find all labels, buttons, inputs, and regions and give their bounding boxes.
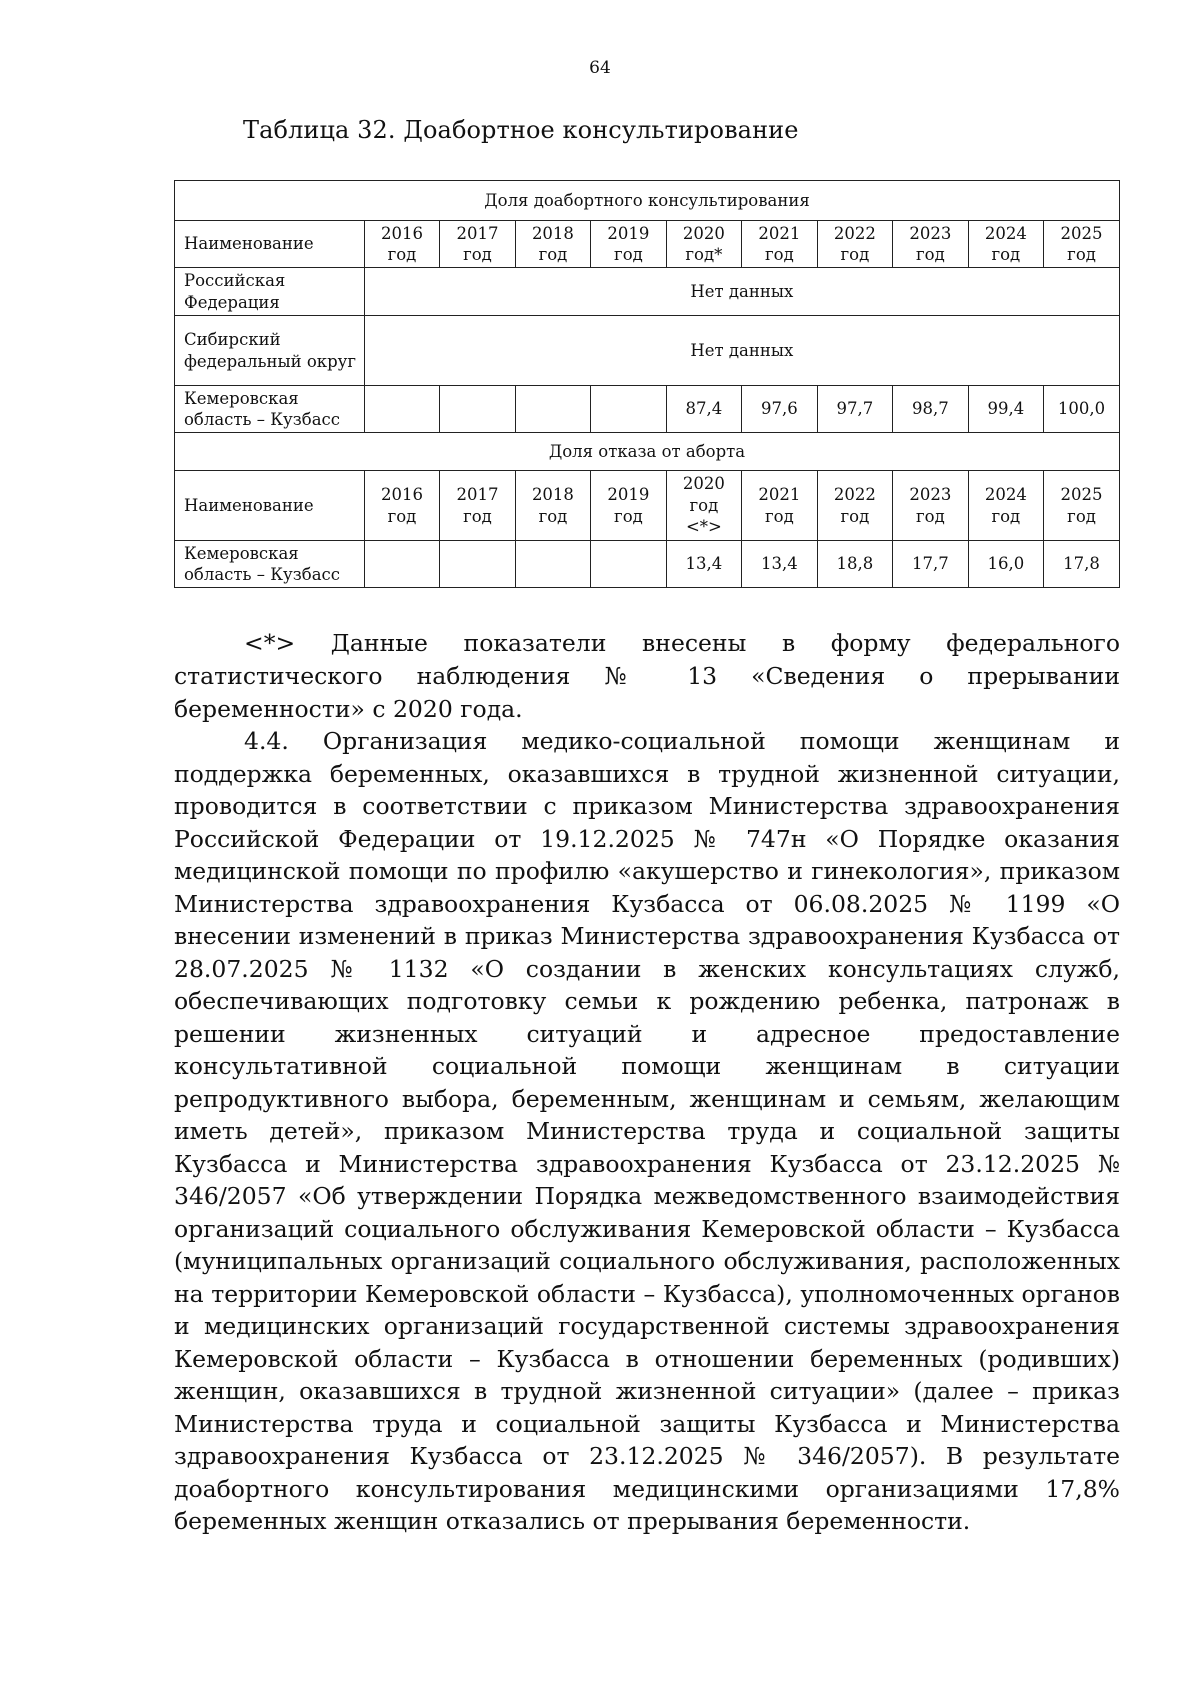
header-year: 2025 год — [1044, 221, 1120, 268]
row-name: Кемеровская область – Кузбасс — [175, 386, 365, 433]
header-year: 2016 год — [364, 221, 439, 268]
header-year: 2018 год — [515, 221, 590, 268]
footnote-text: <*> Данные показатели внесены в форму федерального статистического наблюдения № 13 «Сведения о прерывании беременности» с 2020 года. — [174, 629, 1120, 723]
no-data-cell: Нет данных — [364, 268, 1119, 316]
header-year: 2017 год — [440, 471, 515, 541]
value-cell — [515, 541, 590, 588]
section-title-row — [175, 181, 1120, 221]
page-number: 64 — [589, 58, 611, 78]
row-name: Кемеровская область – Кузбасс — [175, 541, 365, 588]
header-year: 2016 год — [364, 471, 439, 541]
header-row — [175, 471, 1120, 541]
value-cell — [364, 541, 439, 588]
header-year: 2020 год <*> — [666, 471, 741, 541]
header-year: 2023 год — [893, 221, 968, 268]
header-year: 2021 год — [742, 221, 817, 268]
header-year: 2025 год — [1044, 471, 1120, 541]
value-cell: 97,6 — [742, 386, 817, 433]
value-cell: 13,4 — [666, 541, 741, 588]
paragraph-text: 4.4. Организация медико-социальной помощи женщинам и поддержка беременных, оказавшихся в трудной жизненной ситуации, проводится в соответствии с приказом Министерства здравоохранения Российской Федерации от 19.12.2025 № 747н «О Порядке оказания медицинской помощи по профилю «акушерство и гинекология», приказом Министерства здравоохранения Кузбасса от 06.08.2025 № 1199 «О внесении изменений в приказ Министерства здравоохранения Кузбасса от 28.07.2025 № 1132 «О создании в женских консультациях служб, обеспечивающих подготовку семьи к рождению ребенка, патронаж в решении жизненных ситуаций и адресное предоставление консультативной социальной помощи женщинам в ситуации репродуктивного выбора, беременным, женщинам и семьям, желающим иметь детей», приказом Министерства труда и социальной защиты Кузбасса и Министерства здравоохранения Кузбасса от 23.12.2025 № 346/2057 «Об утверждении Порядка межведомственного взаимодействия организаций социального обслуживания Кемеровской области – Кузбасса (муниципальных организаций социального обслуживания, расположенных на территории Кемеровской области – Кузбасса), уполномоченных органов и медицинских организаций государственной системы здравоохранения Кемеровской области – Кузбасса в отношении беременных (родивших) женщин, оказавшихся в трудной жизненной ситуации» (далее – приказ Министерства труда и социальной защиты Кузбасса и Министерства здравоохранения Кузбасса от 23.12.2025 № 346/2057). В результате доабортного консультирования медицинскими организациями 17,8% беременных женщин отказались от прерывания беременности. — [174, 727, 1120, 1535]
abortion-counseling-table — [174, 180, 1120, 588]
value-cell: 87,4 — [666, 386, 741, 433]
section-title-row — [175, 433, 1120, 471]
value-cell: 17,8 — [1044, 541, 1120, 588]
header-year: 2019 год — [591, 471, 666, 541]
row-name: Российская Федерация — [175, 268, 365, 316]
value-cell: 97,7 — [817, 386, 892, 433]
value-cell — [440, 386, 515, 433]
value-cell: 98,7 — [893, 386, 968, 433]
value-cell: 18,8 — [817, 541, 892, 588]
table-row — [175, 316, 1120, 386]
header-year: 2024 год — [968, 221, 1043, 268]
table-row — [175, 541, 1120, 588]
value-cell — [440, 541, 515, 588]
body-paragraph — [174, 725, 1120, 1538]
header-year: 2019 год — [591, 221, 666, 268]
header-year: 2018 год — [515, 471, 590, 541]
section-title-counseling: Доля доабортного консультирования — [175, 181, 1120, 221]
value-cell: 99,4 — [968, 386, 1043, 433]
header-row — [175, 221, 1120, 268]
header-year: 2020 год* — [666, 221, 741, 268]
value-cell — [591, 386, 666, 433]
no-data-cell: Нет данных — [364, 316, 1119, 386]
table-caption: Таблица 32. Доабортное консультирование — [243, 116, 799, 144]
header-name: Наименование — [175, 221, 365, 268]
table-row — [175, 268, 1120, 316]
header-year: 2022 год — [817, 471, 892, 541]
row-name: Сибирский федеральный округ — [175, 316, 365, 386]
header-year: 2021 год — [742, 471, 817, 541]
section-title-refusal: Доля отказа от аборта — [175, 433, 1120, 471]
header-year: 2024 год — [968, 471, 1043, 541]
header-year: 2023 год — [893, 471, 968, 541]
table-row — [175, 386, 1120, 433]
footnote — [174, 627, 1120, 726]
value-cell: 17,7 — [893, 541, 968, 588]
value-cell — [515, 386, 590, 433]
header-year: 2017 год — [440, 221, 515, 268]
value-cell — [364, 386, 439, 433]
value-cell: 13,4 — [742, 541, 817, 588]
value-cell: 16,0 — [968, 541, 1043, 588]
header-name: Наименование — [175, 471, 365, 541]
value-cell: 100,0 — [1044, 386, 1120, 433]
header-year: 2022 год — [817, 221, 892, 268]
value-cell — [591, 541, 666, 588]
